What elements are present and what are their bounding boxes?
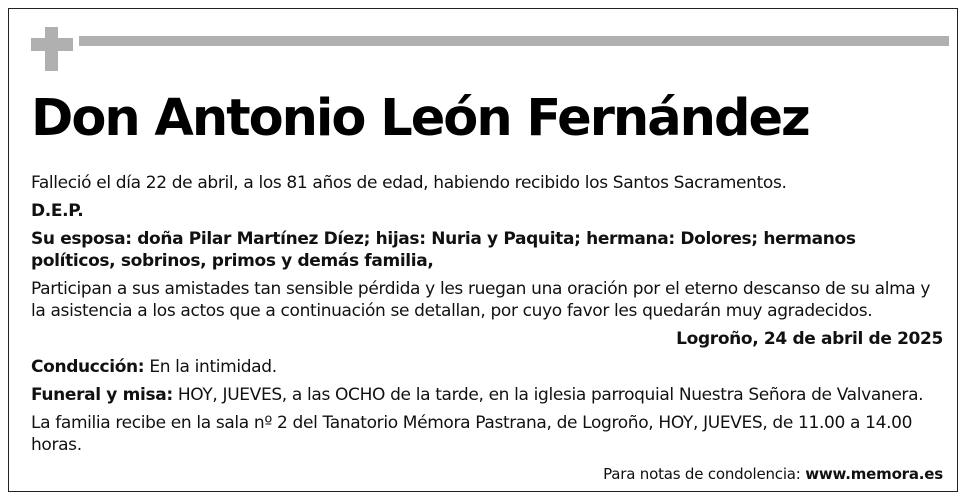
rip-label: D.E.P.	[31, 201, 84, 221]
deceased-name: Don Antonio León Fernández	[31, 89, 809, 148]
obituary-body	[31, 172, 943, 462]
place-and-date: Logroño, 24 de abril de 2025	[676, 329, 943, 349]
funeral-value: HOY, JUEVES, a las OCHO de la tarde, en la iglesia parroquial Nuestra Señora de Valvanera.	[177, 385, 924, 405]
death-notice: Falleció el día 22 de abril, a los 81 años de edad, habiendo recibido los Santos Sacramentos.	[31, 173, 787, 193]
family-list: Su esposa: doña Pilar Martínez Díez; hijas: Nuria y Paquita; hermana: Dolores; hermanos políticos, sobrinos, primos y demás familia,	[31, 229, 856, 271]
header-rule	[79, 36, 949, 46]
conduccion-line	[31, 356, 943, 378]
cross-horizontal-bar	[31, 38, 73, 51]
obituary-card	[8, 8, 958, 492]
conduccion-value: En la intimidad.	[149, 357, 277, 377]
family-receives: La familia recibe en la sala nº 2 del Tanatorio Mémora Pastrana, de Logroño, HOY, JUEVES, de 11.00 a 14.00 horas.	[31, 413, 913, 455]
conduccion-label: Conducción:	[31, 357, 145, 377]
condolence-label: Para notas de condolencia:	[603, 465, 801, 483]
prayer-request: Participan a sus amistades tan sensible pérdida y les ruegan una oración por el eterno descanso de su alma y la asistencia a los actos que a continuación se detallan, por cuyo favor les quedarán muy agradecidos.	[31, 279, 931, 321]
condolence-link[interactable]: www.memora.es	[805, 465, 943, 483]
funeral-line	[31, 384, 943, 406]
condolence-footer	[603, 465, 943, 483]
cross-icon	[31, 27, 73, 71]
funeral-label: Funeral y misa:	[31, 385, 173, 405]
